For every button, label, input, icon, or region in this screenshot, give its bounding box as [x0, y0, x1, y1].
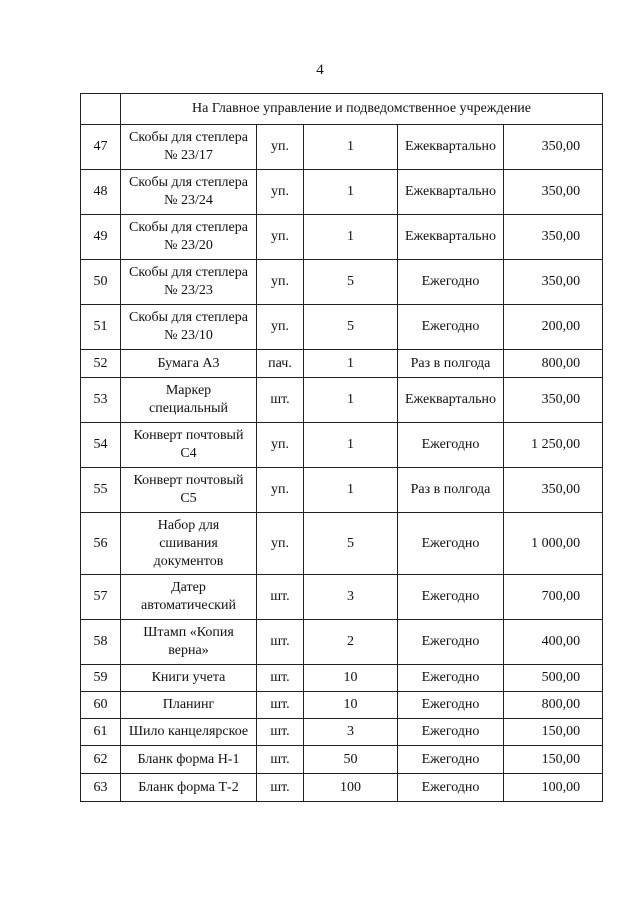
item-name [121, 468, 257, 513]
item-name [121, 774, 257, 802]
item-name-line: Планинг [162, 697, 215, 712]
unit: уп. [257, 513, 304, 575]
table-row [81, 350, 603, 378]
item-name-line: Скобы для степлера [129, 130, 248, 145]
item-name-line: специальный [148, 401, 228, 416]
table-row [81, 215, 603, 260]
unit: уп. [257, 423, 304, 468]
amount: 350,00 [504, 378, 603, 423]
item-name [121, 215, 257, 260]
frequency: Ежегодно [398, 746, 504, 774]
table-row [81, 170, 603, 215]
row-number: 61 [81, 719, 121, 746]
amount: 700,00 [504, 575, 603, 620]
amount: 350,00 [504, 468, 603, 513]
frequency: Ежеквартально [398, 378, 504, 423]
item-name-line: Маркер [165, 383, 212, 398]
unit: шт. [257, 378, 304, 423]
unit: уп. [257, 215, 304, 260]
unit: уп. [257, 468, 304, 513]
item-name-line: сшивания [159, 535, 218, 551]
item-name-line: № 23/17 [164, 148, 213, 163]
table-row [81, 746, 603, 774]
table-row [81, 378, 603, 423]
quantity: 1 [304, 423, 398, 468]
item-name-line: С4 [180, 446, 197, 461]
item-name-line: Конверт почтовый [133, 473, 244, 488]
row-number: 58 [81, 620, 121, 665]
table-row [81, 125, 603, 170]
unit: уп. [257, 305, 304, 350]
table-row [81, 468, 603, 513]
row-number: 56 [81, 513, 121, 575]
frequency: Ежегодно [398, 692, 504, 719]
frequency: Ежегодно [398, 575, 504, 620]
supplies-table [80, 93, 603, 802]
frequency: Ежегодно [398, 423, 504, 468]
frequency: Раз в полгода [398, 350, 504, 378]
quantity: 1 [304, 170, 398, 215]
item-name [121, 305, 257, 350]
table-row [81, 305, 603, 350]
item-name-line: Бумага А3 [157, 355, 220, 371]
item-name-line: верна» [168, 643, 209, 658]
quantity: 1 [304, 350, 398, 378]
section-header: На Главное управление и подведомственное учреждение [121, 94, 603, 125]
item-name-line: Скобы для степлера [129, 220, 248, 235]
item-name-line: № 23/20 [164, 238, 213, 253]
table-row [81, 774, 603, 802]
quantity: 10 [304, 665, 398, 692]
header-num-cell [81, 94, 121, 125]
amount: 200,00 [504, 305, 603, 350]
quantity: 1 [304, 125, 398, 170]
item-name [121, 350, 257, 378]
frequency: Ежегодно [398, 260, 504, 305]
item-name-line: № 23/24 [164, 193, 213, 208]
row-number: 57 [81, 575, 121, 620]
row-number: 59 [81, 665, 121, 692]
item-name [121, 719, 257, 746]
page-number: 4 [316, 62, 324, 78]
item-name-line: Датер [171, 580, 206, 595]
amount: 350,00 [504, 215, 603, 260]
row-number: 62 [81, 746, 121, 774]
item-name [121, 260, 257, 305]
quantity: 1 [304, 468, 398, 513]
unit: шт. [257, 575, 304, 620]
item-name [121, 620, 257, 665]
item-name [121, 575, 257, 620]
row-number: 47 [81, 125, 121, 170]
table-row [81, 692, 603, 719]
quantity: 50 [304, 746, 398, 774]
unit: шт. [257, 774, 304, 802]
item-name [121, 746, 257, 774]
frequency: Раз в полгода [398, 468, 504, 513]
amount: 800,00 [504, 350, 603, 378]
item-name-line: Конверт почтовый [133, 428, 244, 443]
quantity: 2 [304, 620, 398, 665]
item-name [121, 665, 257, 692]
row-number: 55 [81, 468, 121, 513]
frequency: Ежегодно [398, 719, 504, 746]
quantity: 5 [304, 260, 398, 305]
row-number: 51 [81, 305, 121, 350]
table-row [81, 620, 603, 665]
quantity: 1 [304, 215, 398, 260]
row-number: 52 [81, 350, 121, 378]
item-name [121, 692, 257, 719]
item-name-line: Бланк форма Н-1 [137, 751, 240, 767]
item-name-line: Скобы для степлера [129, 265, 248, 280]
row-number: 48 [81, 170, 121, 215]
item-name-line: Скобы для степлера [129, 310, 248, 325]
item-name-line: автоматический [141, 598, 236, 613]
unit: шт. [257, 719, 304, 746]
amount: 150,00 [504, 719, 603, 746]
amount: 350,00 [504, 125, 603, 170]
quantity: 1 [304, 378, 398, 423]
item-name-line: Бланк форма Т-2 [138, 779, 239, 795]
frequency: Ежегодно [398, 513, 504, 575]
amount: 350,00 [504, 170, 603, 215]
table-row [81, 513, 603, 575]
row-number: 63 [81, 774, 121, 802]
table-row [81, 260, 603, 305]
unit: пач. [257, 350, 304, 378]
item-name-line: С5 [180, 491, 197, 506]
frequency: Ежеквартально [398, 170, 504, 215]
unit: уп. [257, 170, 304, 215]
amount: 1 000,00 [504, 513, 603, 575]
quantity: 3 [304, 719, 398, 746]
quantity: 5 [304, 305, 398, 350]
row-number: 53 [81, 378, 121, 423]
item-name-line: документов [153, 553, 224, 569]
quantity: 3 [304, 575, 398, 620]
unit: шт. [257, 665, 304, 692]
frequency: Ежеквартально [398, 215, 504, 260]
table-row [81, 665, 603, 692]
unit: уп. [257, 125, 304, 170]
item-name [121, 423, 257, 468]
item-name [121, 170, 257, 215]
amount: 800,00 [504, 692, 603, 719]
row-number: 54 [81, 423, 121, 468]
table-row [81, 575, 603, 620]
amount: 150,00 [504, 746, 603, 774]
quantity: 10 [304, 692, 398, 719]
amount: 500,00 [504, 665, 603, 692]
item-name-line: № 23/10 [164, 328, 213, 343]
frequency: Ежегодно [398, 305, 504, 350]
item-name-line: Скобы для степлера [129, 175, 248, 190]
quantity: 100 [304, 774, 398, 802]
unit: шт. [257, 620, 304, 665]
table-row [81, 719, 603, 746]
frequency: Ежегодно [398, 774, 504, 802]
item-name [121, 125, 257, 170]
unit: уп. [257, 260, 304, 305]
item-name-line: № 23/23 [164, 283, 213, 298]
item-name-line: Шило канцелярское [128, 724, 249, 739]
frequency: Ежеквартально [398, 125, 504, 170]
frequency: Ежегодно [398, 620, 504, 665]
row-number: 50 [81, 260, 121, 305]
row-number: 49 [81, 215, 121, 260]
amount: 100,00 [504, 774, 603, 802]
item-name-line: Набор для [157, 517, 220, 533]
unit: шт. [257, 692, 304, 719]
amount: 400,00 [504, 620, 603, 665]
item-name-line: Книги учета [151, 670, 226, 685]
row-number: 60 [81, 692, 121, 719]
section-header-row [81, 94, 603, 125]
amount: 1 250,00 [504, 423, 603, 468]
item-name-line: Штамп «Копия [143, 625, 234, 640]
item-name [121, 378, 257, 423]
frequency: Ежегодно [398, 665, 504, 692]
item-name [121, 513, 257, 575]
unit: шт. [257, 746, 304, 774]
quantity: 5 [304, 513, 398, 575]
table-row [81, 423, 603, 468]
amount: 350,00 [504, 260, 603, 305]
